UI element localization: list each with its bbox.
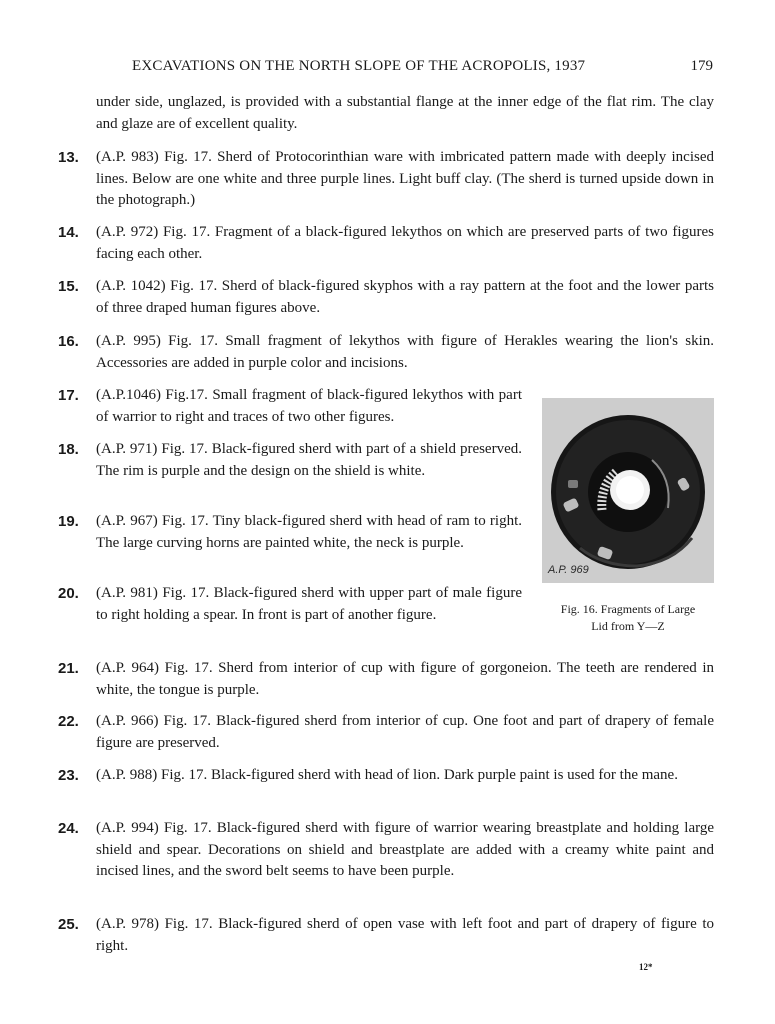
entry-text: (A.P. 978) Fig. 17. Black-figured sherd of open vase with left foot and part of drapery of figure to right. [96, 916, 714, 954]
signature-mark: 12* [639, 962, 653, 972]
caption-line: Lid from Y—Z [591, 619, 665, 633]
lid-fragments-photo [542, 398, 714, 583]
intro-paragraph: under side, unglazed, is provided with a substantial flange at the inner edge of the flat rim. The clay and glaze are of excellent quality. [96, 94, 714, 132]
figure-caption [538, 601, 718, 635]
entry-text: (A.P. 994) Fig. 17. Black-figured sherd with figure of warrior wearing breastplate and holding large shield and spear. Decorations on shield and breastplate are added with a creamy white paint and incised lines, and the sword belt seems to have been purple. [96, 820, 714, 879]
entry-text: (A.P.1046) Fig.17. Small fragment of black-figured lekythos with part of warrior to right and traces of two other figures. [96, 387, 522, 425]
entry-text: (A.P. 964) Fig. 17. Sherd from interior of cup with figure of gorgoneion. The teeth are rendered in white, the tongue is purple. [96, 660, 714, 698]
entry-number: 13. [58, 149, 79, 166]
entry-text: (A.P. 983) Fig. 17. Sherd of Protocorinthian ware with imbricated pattern made with deeply incised lines. Below are one white and three purple lines. Light buff clay. (The sherd is turned upside down in the photograph.) [96, 149, 714, 208]
entry-text: (A.P. 988) Fig. 17. Black-figured sherd with head of lion. Dark purple paint is used for the mane. [96, 767, 678, 783]
entry-text: (A.P. 995) Fig. 17. Small fragment of lekythos with figure of Herakles wearing the lion's skin. Accessories are added in purple color and incisions. [96, 333, 714, 371]
caption-line: Fig. 16. Fragments of Large [560, 602, 696, 616]
page-number: 179 [690, 58, 713, 74]
entry-number: 22. [58, 713, 79, 730]
entry-number: 14. [58, 224, 79, 241]
entry-number: 17. [58, 387, 79, 404]
entry-text: (A.P. 972) Fig. 17. Fragment of a black-figured lekythos on which are preserved parts of two figures facing each other. [96, 224, 714, 262]
entry-text: (A.P. 971) Fig. 17. Black-figured sherd with part of a shield preserved. The rim is purple and the design on the shield is white. [96, 441, 522, 479]
entry-text: (A.P. 1042) Fig. 17. Sherd of black-figured skyphos with a ray pattern at the foot and the lower parts of three draped human figures above. [96, 278, 714, 316]
entry-number: 24. [58, 820, 79, 837]
lid-photo-graphic [542, 398, 714, 583]
entry-number: 20. [58, 585, 79, 602]
entry-text: (A.P. 967) Fig. 17. Tiny black-figured sherd with head of ram to right. The large curving horns are painted white, the neck is purple. [96, 513, 522, 551]
entry-number: 23. [58, 767, 79, 784]
entry-number: 21. [58, 660, 79, 677]
entry-number: 16. [58, 333, 79, 350]
entry-text: (A.P. 966) Fig. 17. Black-figured sherd from interior of cup. One foot and part of drapery of female figure are preserved. [96, 713, 714, 751]
page-header [96, 58, 716, 80]
entry-number: 19. [58, 513, 79, 530]
running-title: EXCAVATIONS ON THE NORTH SLOPE OF THE ACROPOLIS, 1937 [132, 58, 586, 74]
photo-label: A.P. 969 [548, 564, 589, 576]
entry-number: 25. [58, 916, 79, 933]
entry-number: 18. [58, 441, 79, 458]
entry-number: 15. [58, 278, 79, 295]
entry-text: (A.P. 981) Fig. 17. Black-figured sherd with upper part of male figure to right holding a spear. In front is part of another figure. [96, 585, 522, 623]
